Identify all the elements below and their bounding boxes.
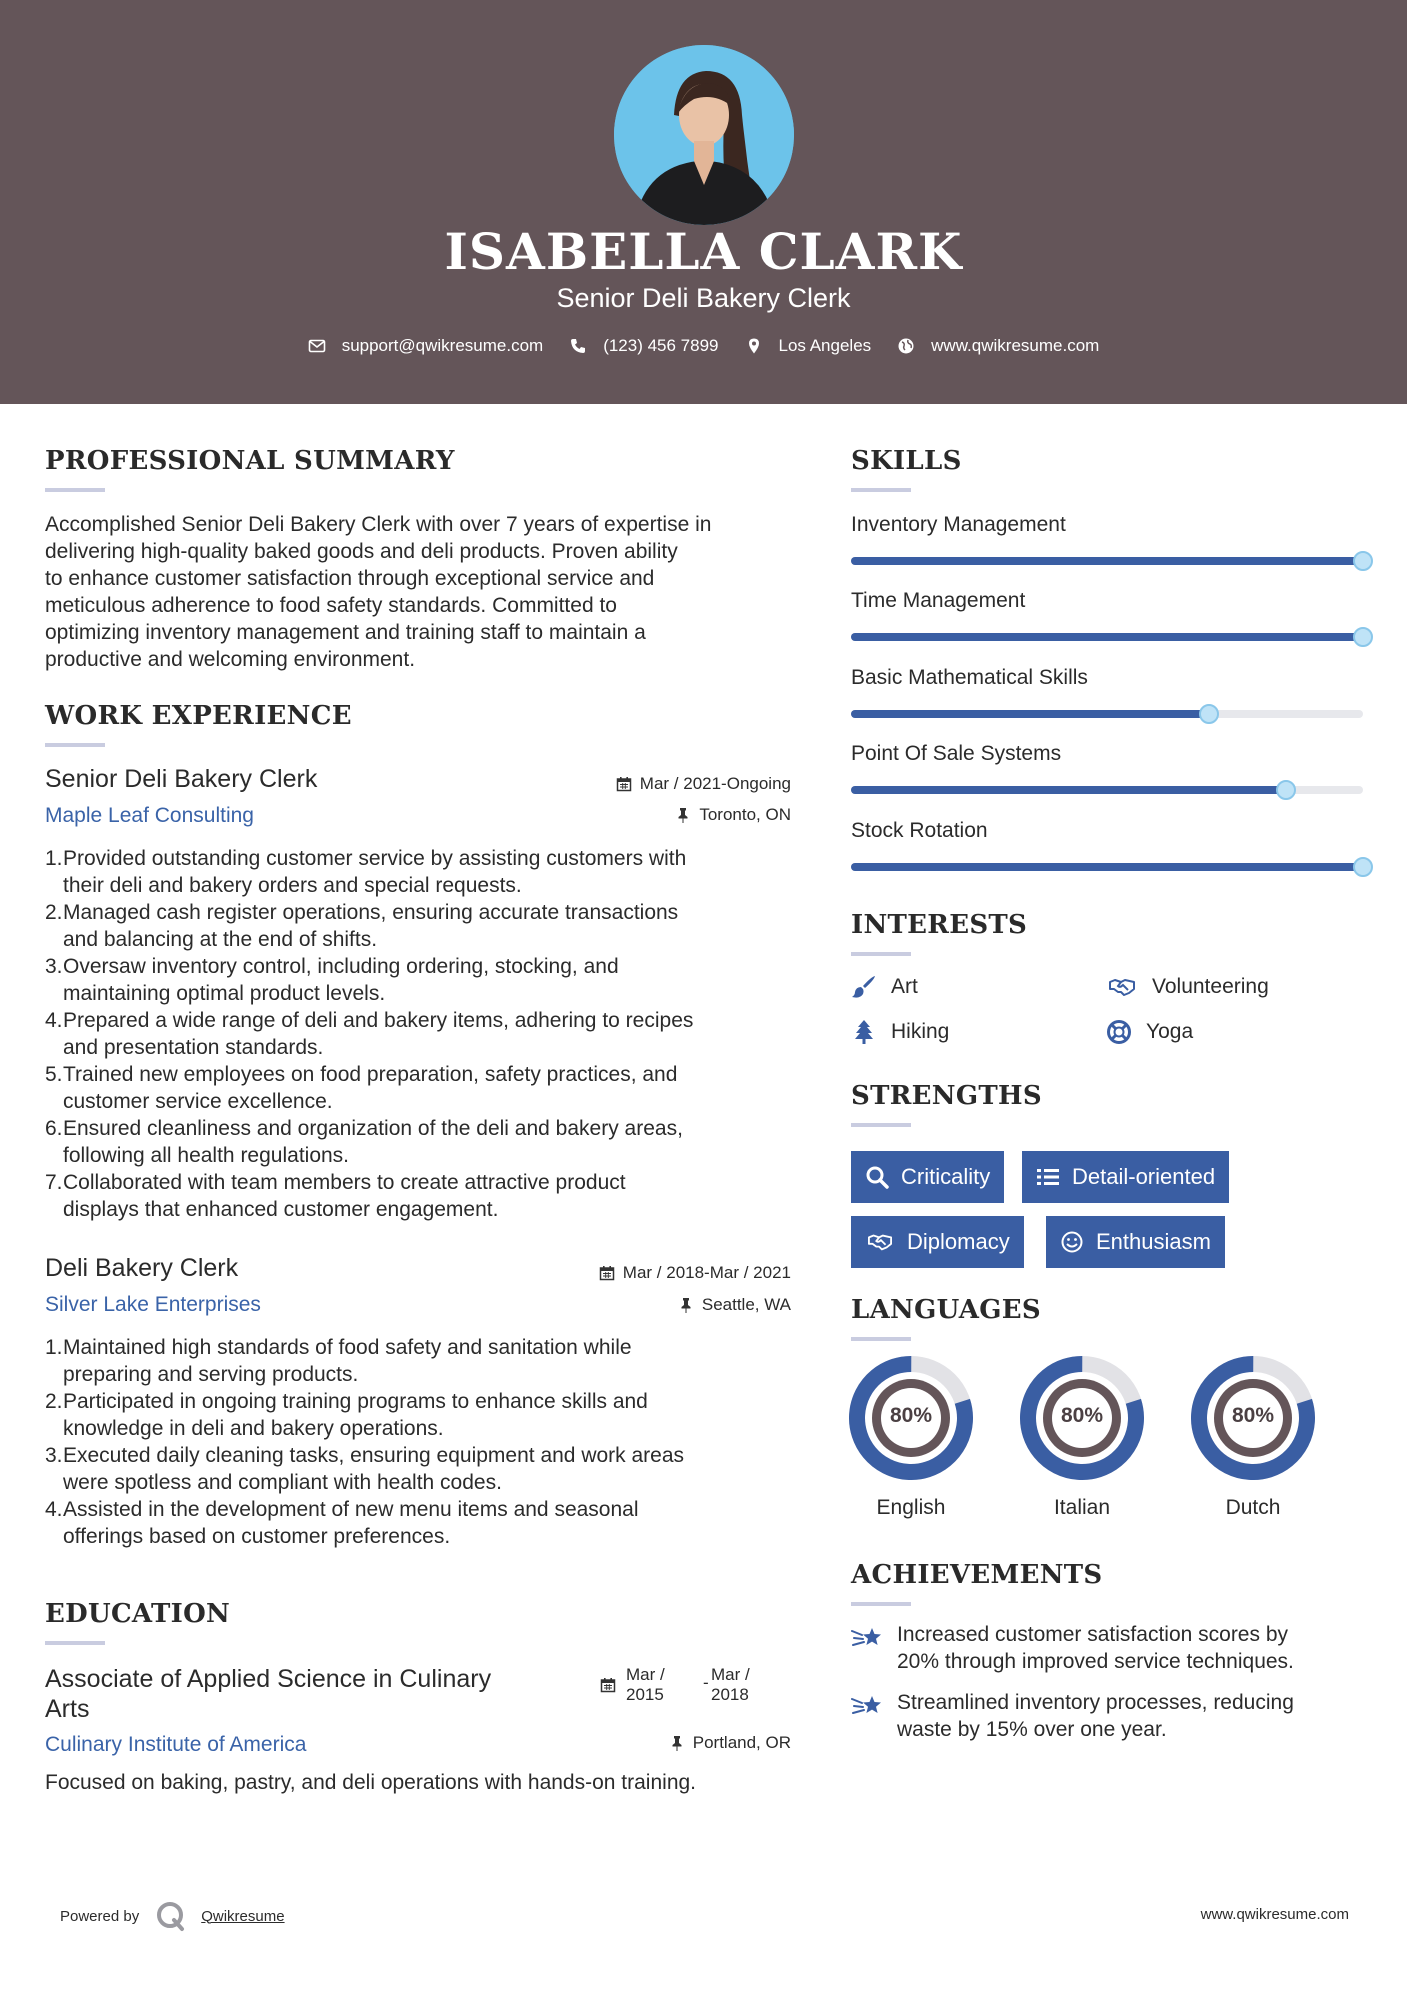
candidate-name: ISABELLA CLARK xyxy=(444,222,963,281)
calendar-icon xyxy=(599,1265,615,1281)
powered-by-text: Powered by xyxy=(60,1907,140,1925)
end-year: 2018 xyxy=(711,1685,749,1704)
skill-knob xyxy=(1353,857,1373,877)
shooting-star-icon xyxy=(851,1623,885,1653)
degree-line: Associate of Applied Science in Culinary xyxy=(45,1665,492,1693)
degree-line: Arts xyxy=(45,1695,90,1723)
skill-knob xyxy=(1199,704,1219,724)
job-location xyxy=(678,1295,791,1315)
list-line: following all health regulations. xyxy=(63,1144,350,1167)
list-item: 1. Provided outstanding customer service by assisting customers with their deli and bakery orders and special requests. xyxy=(45,845,805,899)
footer-website-link[interactable]: www.qwikresume.com xyxy=(1200,1906,1349,1923)
list-item: 4. Prepared a wide range of deli and bakery items, adhering to recipes and presentation standards. xyxy=(45,1007,805,1061)
school-name: Culinary Institute of America xyxy=(45,1733,307,1756)
job-title: Deli Bakery Clerk xyxy=(45,1254,239,1282)
education-heading-rule xyxy=(45,1641,105,1645)
interests-heading-rule xyxy=(851,952,911,956)
brand-link[interactable]: Qwikresume xyxy=(201,1907,285,1925)
company-name: Maple Leaf Consulting xyxy=(45,804,254,827)
contact-email[interactable] xyxy=(308,336,544,356)
list-item: 2. Participated in ongoing training programs to enhance skills and knowledge in deli and bakery operations. xyxy=(45,1388,805,1442)
pushpin-icon xyxy=(669,1735,685,1751)
strength-tag xyxy=(1046,1216,1225,1268)
strength-label: Criticality xyxy=(901,1164,991,1189)
summary-text xyxy=(45,511,805,673)
list-line: their deli and bakery orders and special requests. xyxy=(63,874,522,897)
list-icon xyxy=(1036,1165,1060,1189)
job-dates xyxy=(599,1263,791,1283)
skill-knob xyxy=(1276,780,1296,800)
job-responsibilities xyxy=(45,845,805,1223)
skill-bar xyxy=(851,863,1363,871)
list-item: 3. Oversaw inventory control, including ordering, stocking, and maintaining optimal product levels. xyxy=(45,953,805,1007)
dates-text: Mar / 2021-Ongoing xyxy=(639,774,791,793)
handshake-icon xyxy=(1106,974,1138,1000)
list-item: 3. Executed daily cleaning tasks, ensuring equipment and work areas were spotless and compliant with health codes. xyxy=(45,1442,805,1496)
achievement-line: waste by 15% over one year. xyxy=(897,1718,1167,1741)
achievement-line: Increased customer satisfaction scores by xyxy=(897,1623,1289,1646)
achievements-heading: ACHIEVEMENTS xyxy=(851,1560,1103,1590)
strength-tag xyxy=(1022,1151,1229,1203)
skill-fill xyxy=(851,633,1363,641)
profile-photo xyxy=(614,45,794,225)
skill-name: Inventory Management xyxy=(851,513,1066,536)
education-location xyxy=(669,1733,791,1753)
email-text: support@qwikresume.com xyxy=(341,336,544,355)
date-separator: - xyxy=(703,1673,709,1692)
start-year: 2015 xyxy=(626,1685,664,1704)
list-item: 6. Ensured cleanliness and organization of the deli and bakery areas, following all health regulations. xyxy=(45,1115,805,1169)
list-line: customer service excellence. xyxy=(63,1090,333,1113)
tree-icon xyxy=(851,1019,877,1045)
summary-heading: PROFESSIONAL SUMMARY xyxy=(45,446,455,476)
map-pin-icon xyxy=(745,337,763,355)
interest-item xyxy=(1106,974,1269,1000)
globe-icon xyxy=(897,337,915,355)
interest-label: Volunteering xyxy=(1152,975,1269,998)
list-item: 7. Collaborated with team members to create attractive product displays that enhanced customer engagement. xyxy=(45,1169,805,1223)
list-line: Collaborated with team members to create attractive product xyxy=(63,1171,626,1194)
location-text: Los Angeles xyxy=(778,336,872,355)
interest-label: Hiking xyxy=(891,1020,950,1043)
list-item: 1. Maintained high standards of food safety and sanitation while preparing and serving products. xyxy=(45,1334,805,1388)
phone-icon xyxy=(569,337,587,355)
strength-label: Detail-oriented xyxy=(1072,1164,1216,1189)
experience-heading-rule xyxy=(45,743,105,747)
language-percent: 80% xyxy=(1231,1404,1275,1427)
location-text: Portland, OR xyxy=(692,1733,791,1752)
website-text: www.qwikresume.com xyxy=(931,336,1100,355)
language-gauge xyxy=(849,1356,973,1480)
language-name: Italian xyxy=(1053,1496,1111,1519)
dates-text: Mar / 2018-Mar / 2021 xyxy=(622,1263,791,1282)
skill-bar xyxy=(851,786,1363,794)
skills-heading-rule xyxy=(851,488,911,492)
lifebuoy-icon xyxy=(1106,1019,1132,1045)
list-line: and presentation standards. xyxy=(63,1036,324,1059)
strength-tag xyxy=(851,1151,1004,1203)
skill-fill xyxy=(851,557,1363,565)
skills-heading: SKILLS xyxy=(851,446,962,476)
calendar-icon xyxy=(600,1677,616,1693)
candidate-role: Senior Deli Bakery Clerk xyxy=(556,283,851,313)
interest-item xyxy=(851,974,918,1000)
interest-label: Art xyxy=(891,975,918,998)
skill-name: Stock Rotation xyxy=(851,819,988,842)
contact-location xyxy=(745,336,872,356)
interest-item xyxy=(851,1019,949,1045)
phone-text: (123) 456 7899 xyxy=(603,336,719,355)
contact-website[interactable] xyxy=(897,336,1099,356)
list-line: Ensured cleanliness and organization of the deli and bakery areas, xyxy=(63,1117,683,1140)
education-heading: EDUCATION xyxy=(45,1599,231,1629)
skill-bar xyxy=(851,633,1363,641)
list-line: Managed cash register operations, ensuring accurate transactions xyxy=(63,901,679,924)
start-month: Mar / xyxy=(626,1665,665,1684)
language-percent: 80% xyxy=(1060,1404,1104,1427)
strength-tag xyxy=(851,1216,1024,1268)
skill-name: Time Management xyxy=(851,589,1026,612)
skill-fill xyxy=(851,863,1363,871)
company-name: Silver Lake Enterprises xyxy=(45,1293,261,1316)
languages-heading: LANGUAGES xyxy=(851,1295,1041,1325)
job-title: Senior Deli Bakery Clerk xyxy=(45,765,318,793)
location-text: Toronto, ON xyxy=(699,805,791,824)
list-line: Provided outstanding customer service by assisting customers with xyxy=(63,847,687,870)
summary-heading-rule xyxy=(45,488,105,492)
achievements-heading-rule xyxy=(851,1602,911,1606)
interest-label: Yoga xyxy=(1146,1020,1194,1043)
list-line: Assisted in the development of new menu items and seasonal xyxy=(63,1498,639,1521)
list-line: were spotless and compliant with health codes. xyxy=(63,1471,502,1494)
end-month: Mar / xyxy=(711,1665,750,1684)
summary-line: delivering high-quality baked goods and deli products. Proven ability xyxy=(45,540,678,563)
list-item: 4. Assisted in the development of new menu items and seasonal offerings based on customer preferences. xyxy=(45,1496,805,1550)
calendar-icon xyxy=(616,776,632,792)
person-avatar-icon xyxy=(614,45,794,225)
list-line: Maintained high standards of food safety and sanitation while xyxy=(63,1336,632,1359)
list-line: Oversaw inventory control, including ordering, stocking, and xyxy=(63,955,619,978)
pushpin-icon xyxy=(675,807,691,823)
experience-heading: WORK EXPERIENCE xyxy=(45,701,352,731)
degree-title xyxy=(45,1664,491,1724)
contact-bar xyxy=(0,336,1407,356)
list-line: and balancing at the end of shifts. xyxy=(63,928,378,951)
language-gauge xyxy=(1191,1356,1315,1480)
languages-heading-rule xyxy=(851,1337,911,1341)
skill-name: Basic Mathematical Skills xyxy=(851,666,1088,689)
strengths-heading-rule xyxy=(851,1123,911,1127)
list-line: Trained new employees on food preparation, safety practices, and xyxy=(63,1063,678,1086)
achievement-line: 20% through improved service techniques. xyxy=(897,1650,1294,1673)
skill-name: Point Of Sale Systems xyxy=(851,742,1062,765)
handshake-icon xyxy=(865,1230,895,1254)
interest-item xyxy=(1106,1019,1193,1045)
achievement-line: Streamlined inventory processes, reducing xyxy=(897,1691,1294,1714)
envelope-icon xyxy=(308,337,326,355)
skill-knob xyxy=(1353,627,1373,647)
paintbrush-icon xyxy=(851,974,877,1000)
list-line: Executed daily cleaning tasks, ensuring equipment and work areas xyxy=(63,1444,685,1467)
language-name: English xyxy=(876,1496,946,1519)
resume-header xyxy=(0,0,1407,404)
list-line: Participated in ongoing training programs to enhance skills and xyxy=(63,1390,648,1413)
summary-line: Accomplished Senior Deli Bakery Clerk with over 7 years of expertise in xyxy=(45,513,712,536)
interests-heading: INTERESTS xyxy=(851,910,1028,940)
job-location xyxy=(675,805,791,825)
list-line: offerings based on customer preferences. xyxy=(63,1525,451,1548)
list-line: preparing and serving products. xyxy=(63,1363,359,1386)
strengths-heading: STRENGTHS xyxy=(851,1081,1042,1111)
smile-icon xyxy=(1060,1230,1084,1254)
strength-label: Enthusiasm xyxy=(1096,1229,1211,1254)
skill-bar xyxy=(851,557,1363,565)
list-item: 2. Managed cash register operations, ensuring accurate transactions and balancing at the end of shifts. xyxy=(45,899,805,953)
list-line: Prepared a wide range of deli and bakery items, adhering to recipes xyxy=(63,1009,694,1032)
summary-line: productive and welcoming environment. xyxy=(45,648,416,671)
pushpin-icon xyxy=(678,1297,694,1313)
achievement-item xyxy=(851,1621,1294,1675)
language-percent: 80% xyxy=(889,1404,933,1427)
achievement-item xyxy=(851,1689,1294,1743)
summary-line: to enhance customer satisfaction through exceptional service and xyxy=(45,567,655,590)
list-item: 5. Trained new employees on food preparation, safety practices, and customer service excellence. xyxy=(45,1061,805,1115)
education-description: Focused on baking, pastry, and deli operations with hands-on training. xyxy=(45,1771,697,1794)
summary-line: optimizing inventory management and training staff to maintain a xyxy=(45,621,646,644)
skill-fill xyxy=(851,786,1286,794)
language-gauge xyxy=(1020,1356,1144,1480)
job-responsibilities xyxy=(45,1334,805,1550)
summary-line: meticulous adherence to food safety standards. Committed to xyxy=(45,594,617,617)
skill-bar xyxy=(851,710,1363,718)
location-text: Seattle, WA xyxy=(701,1295,791,1314)
search-icon xyxy=(865,1165,889,1189)
list-line: knowledge in deli and bakery operations. xyxy=(63,1417,444,1440)
education-dates xyxy=(600,1665,760,1709)
list-line: maintaining optimal product levels. xyxy=(63,982,386,1005)
strength-label: Diplomacy xyxy=(907,1229,1010,1254)
footer-branding xyxy=(60,1900,285,1932)
skill-knob xyxy=(1353,551,1373,571)
list-line: displays that enhanced customer engagement. xyxy=(63,1198,499,1221)
skill-fill xyxy=(851,710,1209,718)
qwikresume-logo-icon xyxy=(155,1900,187,1932)
language-name: Dutch xyxy=(1225,1496,1281,1519)
shooting-star-icon xyxy=(851,1691,885,1721)
job-dates xyxy=(616,774,791,794)
contact-phone[interactable] xyxy=(569,336,718,356)
